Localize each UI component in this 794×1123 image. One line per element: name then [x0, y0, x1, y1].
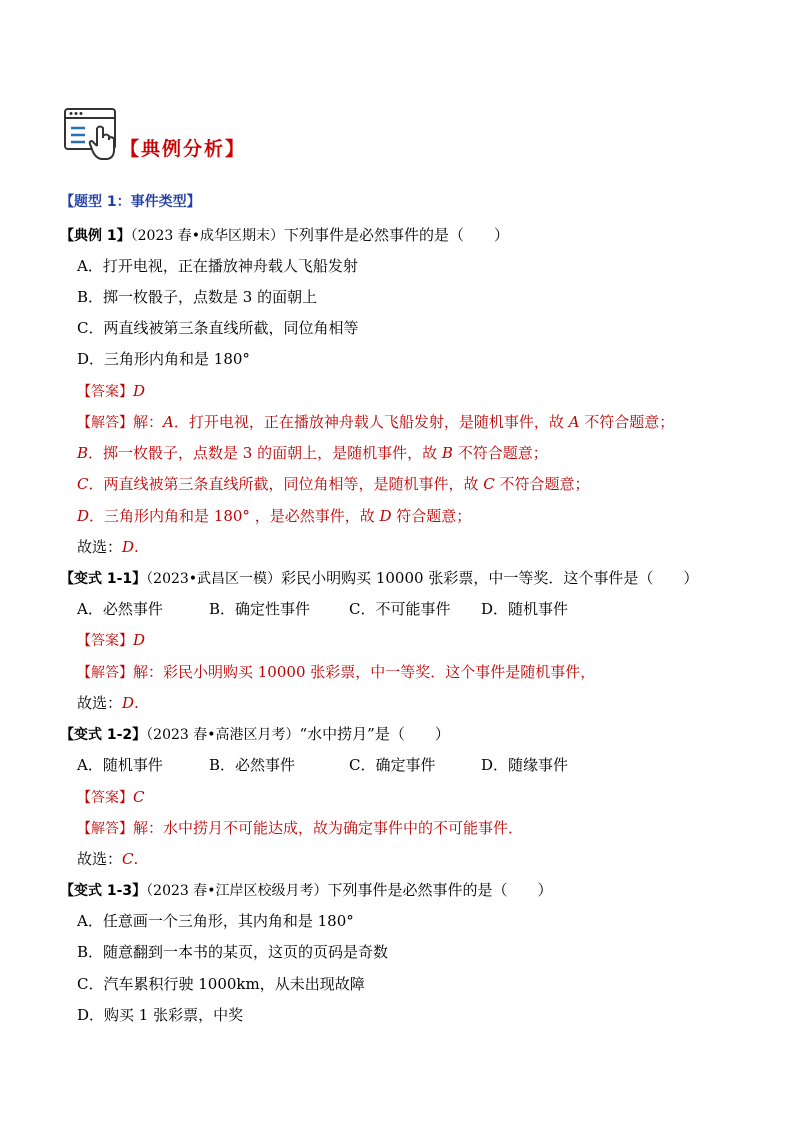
answer-label: 【答案】 — [77, 790, 133, 806]
solution-letter: D — [77, 507, 90, 525]
question-stem: 彩民小明购买 10000 张彩票，中一等奖．这个事件是（ ） — [281, 569, 699, 587]
solution-text: ．三角形内角和是 180° ，是必然事件，故 — [89, 507, 380, 525]
solution-verdict: 不符合题意； — [494, 475, 590, 493]
conclusion-line — [77, 849, 138, 869]
option-a: A．任意画一个三角形，其内角和是 180° — [77, 912, 354, 930]
conclusion-prefix: 故选： — [77, 850, 123, 868]
variant-1-1-question — [60, 568, 698, 589]
solution-text: ．掷一枚骰子，点数是 3 的面朝上，是随机事件，故 — [88, 444, 442, 462]
answer-line — [77, 787, 144, 808]
solution-text: 解：彩民小明购买 10000 张彩票，中一等奖．这个事件是随机事件， — [133, 663, 596, 681]
solution-letter-ref: C — [483, 475, 495, 493]
solution-text: 解：水中捞月不可能达成，故为确定事件中的不可能事件． — [133, 819, 524, 837]
option-c: C．不可能事件 — [349, 600, 451, 618]
question-tag: 【变式 1-3】 — [60, 883, 147, 899]
solution-verdict: 符合题意； — [391, 507, 472, 525]
pointer-on-window-icon — [63, 106, 119, 162]
solution-letter-ref: B — [441, 444, 453, 462]
conclusion-period: . — [134, 538, 139, 556]
question-tag: 【变式 1-1】 — [60, 571, 147, 587]
answer-value: D — [133, 631, 146, 649]
conclusion-prefix: 故选： — [77, 694, 123, 712]
solution-letter-ref: D — [379, 507, 392, 525]
solution-line-3 — [77, 474, 590, 494]
option-b: B．掷一枚骰子，点数是 3 的面朝上 — [77, 288, 318, 306]
solution-text: ．打开电视，正在播放神舟载人飞船发射，是随机事件，故 — [173, 413, 569, 431]
section-title: 【典例分析】 — [120, 138, 247, 160]
conclusion-period: . — [133, 850, 139, 868]
solution-line — [77, 818, 523, 839]
option-b: B．必然事件 — [209, 756, 296, 774]
conclusion-letter: D — [122, 538, 135, 556]
answer-label: 【答案】 — [77, 384, 133, 400]
answer-value: C — [133, 788, 145, 806]
conclusion-letter: C — [122, 850, 134, 868]
option-d: D．三角形内角和是 180° — [77, 350, 250, 368]
option-d: D．随缘事件 — [481, 756, 569, 774]
topic-heading: 【题型 1：事件类型】 — [60, 194, 201, 210]
solution-letter: B — [77, 444, 89, 462]
option-a: A．必然事件 — [77, 600, 163, 618]
question-tag: 【典例 1】 — [60, 228, 131, 244]
answer-line — [77, 630, 145, 651]
solution-text: ．两直线被第三条直线所截，同位角相等，是随机事件，故 — [88, 475, 484, 493]
variant-1-3-question — [60, 880, 553, 901]
question-tag: 【变式 1-2】 — [60, 727, 147, 743]
solution-label: 【解答】 — [77, 821, 133, 837]
question-source: （2023•武昌区一模） — [146, 571, 282, 587]
solution-verdict: 不符合题意； — [579, 413, 675, 431]
example-1-question — [60, 225, 509, 246]
conclusion-prefix: 故选： — [77, 538, 123, 556]
solution-line-4 — [77, 506, 471, 526]
solution-line-2 — [77, 443, 548, 463]
option-b: B．确定性事件 — [209, 600, 311, 618]
conclusion-letter: D — [122, 694, 135, 712]
solution-letter: A — [163, 413, 174, 431]
solution-prefix: 解： — [133, 413, 164, 431]
option-a: A．随机事件 — [77, 756, 163, 774]
option-d: D．随机事件 — [481, 600, 569, 618]
solution-verdict: 不符合题意； — [452, 444, 548, 462]
question-source: （2023 春•江岸区校级月考） — [146, 883, 328, 899]
question-source: （2023 春•高港区月考） — [146, 727, 300, 743]
conclusion-period: . — [134, 694, 139, 712]
solution-label: 【解答】 — [77, 665, 133, 681]
answer-value: D — [133, 382, 146, 400]
option-c: C．汽车累积行驶 1000km，从未出现故障 — [77, 975, 365, 993]
question-source: （2023 春•成华区期末） — [130, 228, 284, 244]
option-c: C．确定事件 — [349, 756, 436, 774]
answer-label: 【答案】 — [77, 633, 133, 649]
solution-line — [77, 662, 595, 683]
option-a: A．打开电视，正在播放神舟载人飞船发射 — [77, 257, 358, 275]
variant-1-2-question — [60, 724, 450, 745]
option-c: C．两直线被第三条直线所截，同位角相等 — [77, 319, 359, 337]
option-d: D．购买 1 张彩票，中奖 — [77, 1006, 244, 1024]
solution-letter-ref: A — [568, 413, 580, 431]
answer-line — [77, 381, 145, 402]
solution-label: 【解答】 — [77, 415, 133, 431]
solution-line-1 — [77, 412, 674, 433]
solution-letter: C — [77, 475, 89, 493]
conclusion-line — [77, 537, 139, 557]
question-stem: 下列事件是必然事件的是（ ） — [283, 226, 509, 244]
conclusion-line — [77, 693, 139, 713]
question-stem: “水中捞月”是（ ） — [299, 725, 450, 743]
option-b: B．随意翻到一本书的某页，这页的页码是奇数 — [77, 943, 389, 961]
question-stem: 下列事件是必然事件的是（ ） — [327, 881, 553, 899]
